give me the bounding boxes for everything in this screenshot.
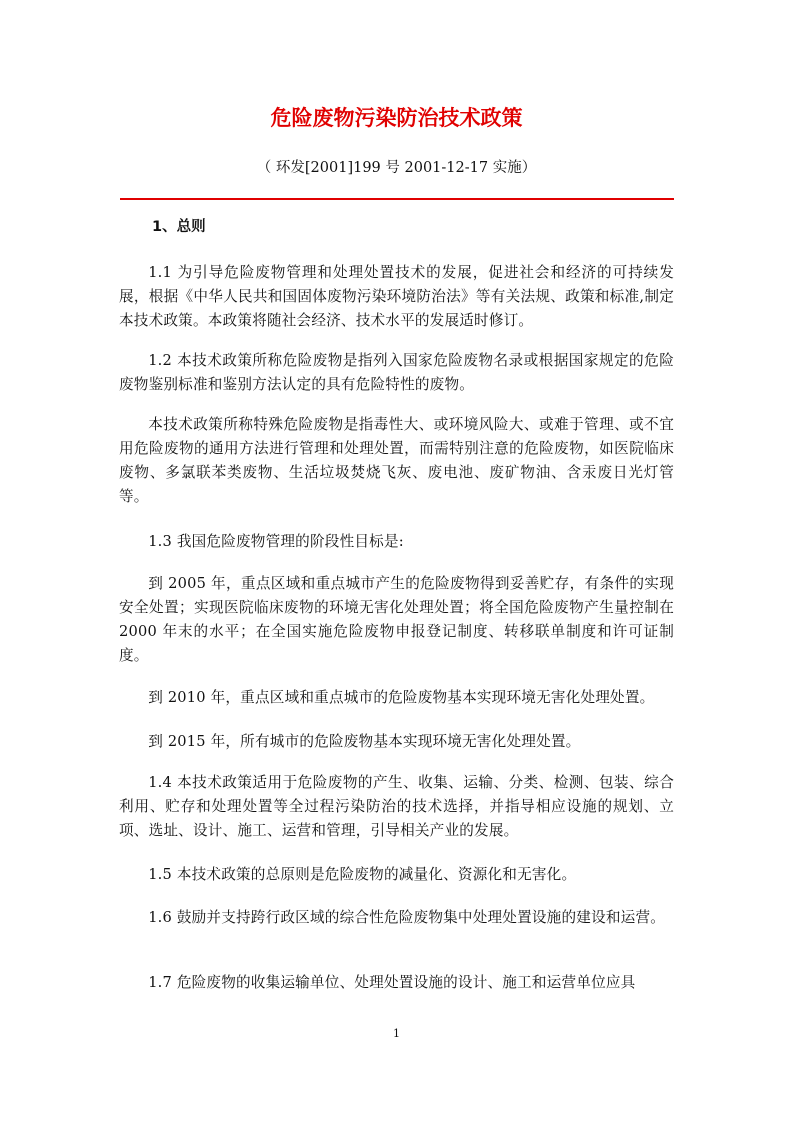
paragraph-goal-2005: 到 2005 年，重点区域和重点城市产生的危险废物得到妥善贮存，有条件的实现安全处置；实现医院临床废物的环境无害化处理处置；将全国危险废物产生量控制在 2000 年末的水平；在全国实施危险废物申报登记制度、转移联单制度和许可证制度。: [119, 575, 674, 664]
paragraph-1-1: 1.1 为引导危险废物管理和处理处置技术的发展，促进社会和经济的可持续发展，根据《中华人民共和国固体废物污染环境防治法》等有关法规、政策和标准,制定本技术政策。本政策将随社会经济、技术水平的发展适时修订。: [119, 264, 674, 329]
document-subtitle: （ 环发[2001]199 号 2001-12-17 实施）: [256, 160, 537, 176]
page-number: 1: [393, 1027, 400, 1040]
document-title: 危险废物污染防治技术政策: [270, 106, 523, 130]
paragraph-special-waste: 本技术政策所称特殊危险废物是指毒性大、或环境风险大、或难于管理、或不宜用危险废物的通用方法进行管理和处理处置，而需特别注意的危险废物，如医院临床废物、多氯联苯类废物、生活垃圾焚烧飞灰、废电池、废矿物油、含汞废日光灯管等。: [119, 416, 674, 505]
paragraph-1-7: 1.7 危险废物的收集运输单位、处理处置设施的设计、施工和运营单位应具: [148, 974, 636, 991]
paragraph-1-3: 1.3 我国危险废物管理的阶段性目标是:: [148, 533, 404, 550]
paragraph-1-4: 1.4 本技术政策适用于危险废物的产生、收集、运输、分类、检测、包装、综合利用、贮存和处理处置等全过程污染防治的技术选择，并指导相应设施的规划、立项、选址、设计、施工、运营和管理，引导相关产业的发展。: [119, 774, 674, 839]
paragraph-goal-2015: 到 2015 年，所有城市的危险废物基本实现环境无害化处理处置。: [148, 733, 581, 750]
paragraph-1-2: 1.2 本技术政策所称危险废物是指列入国家危险废物名录或根据国家规定的危险废物鉴别标准和鉴别方法认定的具有危险特性的废物。: [119, 352, 674, 393]
section-heading: 1、总则: [152, 219, 206, 235]
paragraph-1-6: 1.6 鼓励并支持跨行政区域的综合性危险废物集中处理处置设施的建设和运营。: [148, 909, 666, 926]
header-divider: [120, 198, 674, 200]
paragraph-1-5: 1.5 本技术政策的总原则是危险废物的减量化、资源化和无害化。: [148, 866, 577, 883]
paragraph-goal-2010: 到 2010 年，重点区域和重点城市的危险废物基本实现环境无害化处理处置。: [148, 689, 655, 706]
